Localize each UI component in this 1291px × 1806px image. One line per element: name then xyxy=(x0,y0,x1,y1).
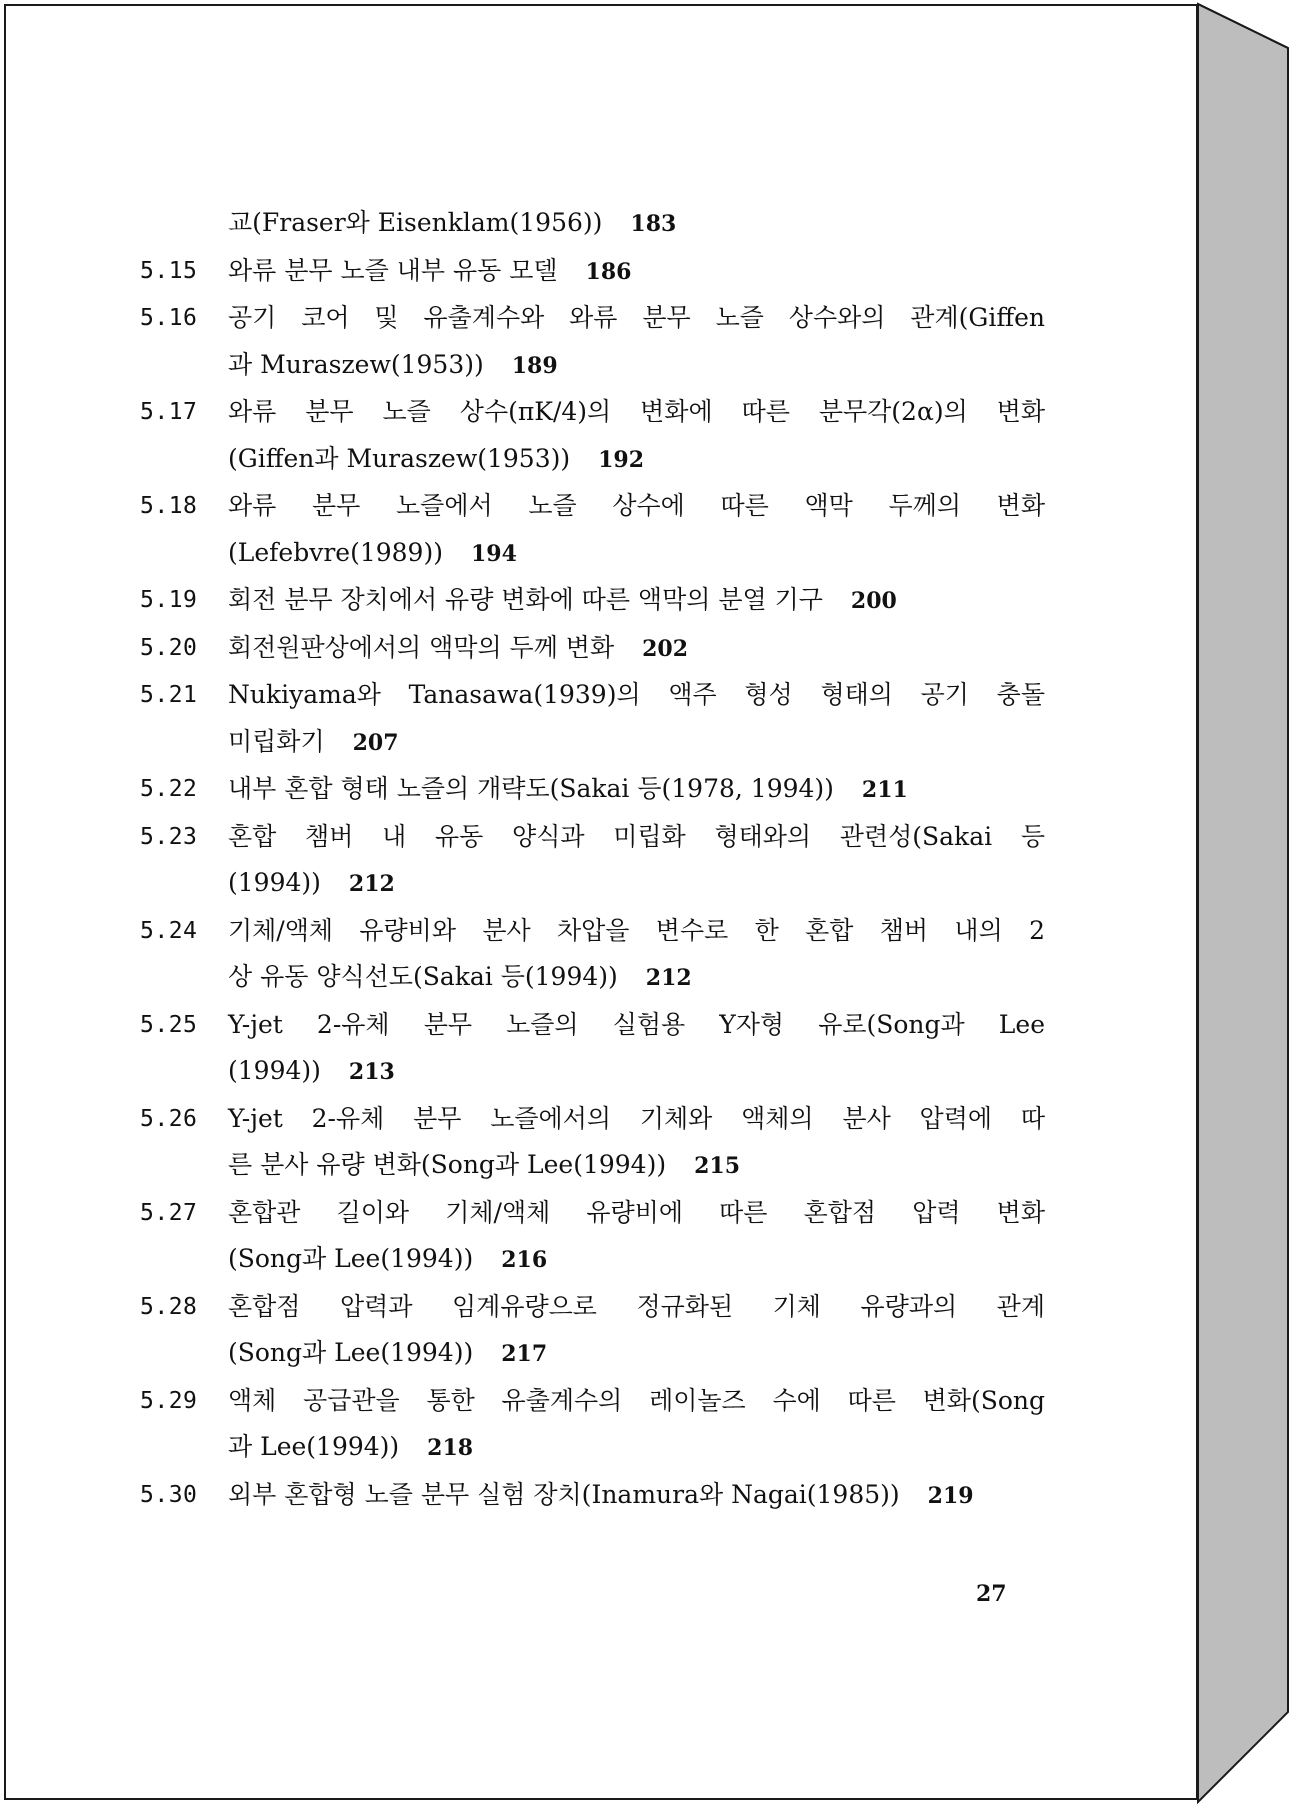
toc-entry xyxy=(140,1002,1045,1096)
entry-page: 202 xyxy=(642,635,689,662)
entry-page: 183 xyxy=(630,211,677,237)
entry-number: 5.29 xyxy=(140,1387,198,1414)
entry-title-line: 외부 혼합형 노즐 분무 실험 장치(Inamura와 Nagai(1985)) 219 xyxy=(228,1479,974,1509)
toc-entry xyxy=(140,625,1045,673)
entry-title-line: (Giffen과 Muraszew(1953)) 192 xyxy=(228,443,645,473)
entry-page: 192 xyxy=(598,446,645,473)
entry-title-line: Nukiyama와 Tanasawa(1939)의 액주 형성 형태의 공기 충돌 xyxy=(228,680,1045,709)
entry-number: 5.16 xyxy=(140,305,198,331)
entry-number: 5.25 xyxy=(140,1011,198,1038)
toc-entry xyxy=(140,295,1045,389)
entry-title-line: 과 Muraszew(1953)) 189 xyxy=(228,349,558,379)
toc-entry xyxy=(140,577,1045,625)
entry-number: 5.27 xyxy=(140,1199,198,1226)
entry-title-line: 회전원판상에서의 액막의 두께 변화 202 xyxy=(228,632,689,662)
entry-page: 217 xyxy=(501,1341,548,1367)
entry-title-line: 공기 코어 및 유출계수와 와류 분무 노즐 상수와의 관계(Giffen xyxy=(228,303,1045,332)
entry-page: 189 xyxy=(511,352,558,379)
entry-page: 207 xyxy=(352,729,399,756)
entry-title-line: 와류 분무 노즐에서 노즐 상수에 따른 액막 두께의 변화 xyxy=(228,491,1045,520)
entry-title-line: 과 Lee(1994)) 218 xyxy=(228,1432,474,1461)
toc-entry xyxy=(140,672,1045,766)
entry-title-line: 미립화기 207 xyxy=(228,726,399,756)
entry-number: 5.17 xyxy=(140,399,198,425)
entry-number: 5.20 xyxy=(140,634,198,661)
entry-number: 5.24 xyxy=(140,917,198,944)
toc-entry xyxy=(140,1190,1045,1284)
entry-title-line: (1994)) 212 xyxy=(228,868,395,897)
entry-number: 5.18 xyxy=(140,493,198,519)
entry-number: 5.19 xyxy=(140,587,198,613)
toc-entry xyxy=(140,483,1045,577)
entry-title-line: 혼합관 길이와 기체/액체 유량비에 따른 혼합점 압력 변화 xyxy=(228,1197,1045,1227)
entry-title-line: 상 유동 양식선도(Sakai 등(1994)) 212 xyxy=(228,962,692,991)
entry-number: 5.22 xyxy=(140,776,198,802)
entry-page: 218 xyxy=(427,1435,474,1461)
entry-title-line: (Lefebvre(1989)) 194 xyxy=(228,537,517,567)
entry-page: 211 xyxy=(861,777,908,803)
entry-title-line: Y-jet 2-유체 분무 노즐에서의 기체와 액체의 분사 압력에 따 xyxy=(228,1103,1045,1133)
entry-number: 5.23 xyxy=(140,823,198,850)
entry-title-line: 회전 분무 장치에서 유량 변화에 따른 액막의 분열 기구 200 xyxy=(228,585,897,614)
entry-title-line: (1994)) 213 xyxy=(228,1056,395,1085)
figure-list xyxy=(140,200,1045,1519)
entry-number: 5.26 xyxy=(140,1105,198,1132)
entry-page: 219 xyxy=(927,1482,974,1509)
entry-title-line: 와류 분무 노즐 상수(πK/4)의 변화에 따른 분무각(2α)의 변화 xyxy=(228,397,1045,426)
entry-number: 5.21 xyxy=(140,682,198,708)
toc-entry xyxy=(140,1096,1045,1190)
toc-entry xyxy=(140,1284,1045,1378)
entry-title-line: 기체/액체 유량비와 분사 차압을 변수로 한 혼합 챔버 내의 2 xyxy=(228,915,1045,945)
entry-title-line: Y-jet 2-유체 분무 노즐의 실험용 Y자형 유로(Song과 Lee xyxy=(228,1009,1045,1039)
entry-number: 5.28 xyxy=(140,1293,198,1320)
entry-number: 5.15 xyxy=(140,257,198,284)
entry-number: 5.30 xyxy=(140,1481,198,1508)
toc-entry xyxy=(140,1472,1045,1520)
entry-title-line: 액체 공급관을 통한 유출계수의 레이놀즈 수에 따른 변화(Song xyxy=(228,1385,1045,1415)
entry-page: 216 xyxy=(501,1247,548,1273)
toc-entry xyxy=(140,814,1045,908)
entry-page: 215 xyxy=(694,1153,741,1179)
entry-title-line: 내부 혼합 형태 노즐의 개략도(Sakai 등(1978, 1994)) 211 xyxy=(228,774,908,803)
toc-entry xyxy=(140,908,1045,1002)
entry-title-line: (Song과 Lee(1994)) 216 xyxy=(228,1244,548,1273)
entry-title-line: (Song과 Lee(1994)) 217 xyxy=(228,1338,548,1367)
entry-page: 186 xyxy=(585,258,632,285)
entry-page: 212 xyxy=(348,871,395,897)
toc-entry xyxy=(140,389,1045,483)
page-number: 27 xyxy=(976,1581,1007,1607)
toc-entry xyxy=(140,248,1045,296)
toc-entry xyxy=(140,1378,1045,1472)
entry-title-line: 혼합 챔버 내 유동 양식과 미립화 형태와의 관련성(Sakai 등 xyxy=(228,821,1045,851)
toc-entry xyxy=(140,766,1045,814)
entry-title-line: 교(Fraser와 Eisenklam(1956)) 183 xyxy=(228,208,677,237)
entry-page: 212 xyxy=(645,965,692,991)
entry-page: 213 xyxy=(348,1059,395,1085)
toc-entry xyxy=(140,200,1045,248)
entry-page: 194 xyxy=(470,540,517,567)
entry-title-line: 른 분사 유량 변화(Song과 Lee(1994)) 215 xyxy=(228,1150,741,1179)
entry-page: 200 xyxy=(850,588,897,614)
entry-title-line: 혼합점 압력과 임계유량으로 정규화된 기체 유량과의 관계 xyxy=(228,1291,1045,1321)
entry-title-line: 와류 분무 노즐 내부 유동 모델 186 xyxy=(228,255,632,285)
